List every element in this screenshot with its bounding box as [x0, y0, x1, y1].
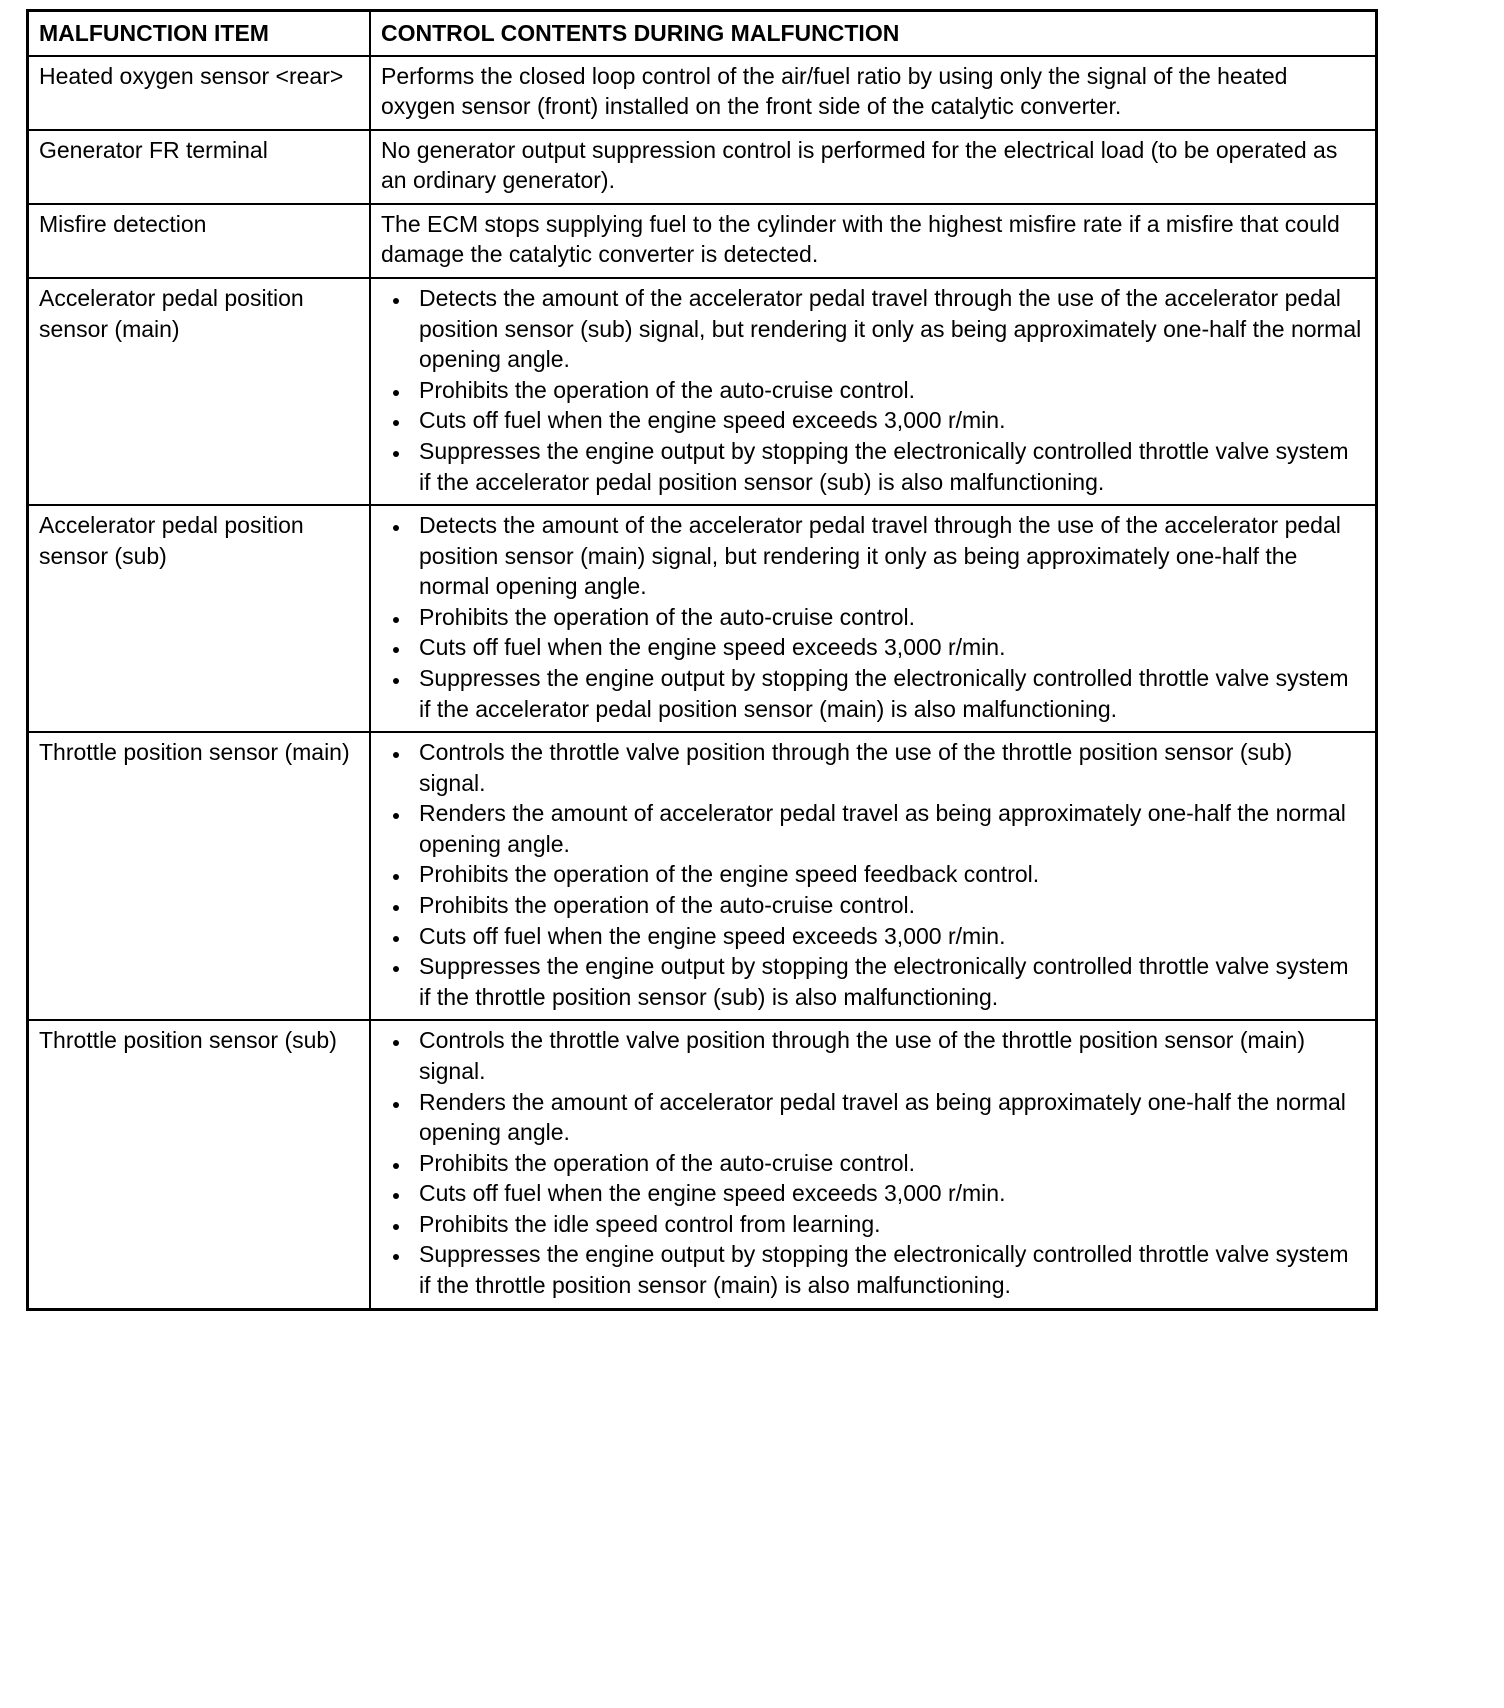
table-row: [28, 1020, 1377, 1309]
malfunction-item-cell: Throttle position sensor (main): [28, 732, 371, 1020]
malfunction-item-cell: Accelerator pedal position sensor (sub): [28, 505, 371, 732]
control-contents-list: [381, 737, 1365, 1012]
control-contents-cell: No generator output suppression control is performed for the electrical load (to be operated as an ordinary generator).: [370, 130, 1377, 204]
table-row: [28, 56, 1377, 130]
control-contents-cell: [370, 278, 1377, 505]
control-contents-bullet: • Cuts off fuel when the engine speed exceeds 3,000 r/min.: [411, 921, 1365, 952]
control-contents-cell: Performs the closed loop control of the air/fuel ratio by using only the signal of the heated oxygen sensor (front) installed on the front side of the catalytic converter.: [370, 56, 1377, 130]
control-contents-list: [381, 510, 1365, 724]
control-contents-bullet: • Suppresses the engine output by stopping the electronically controlled throttle valve system if the throttle position sensor (main) is also malfunctioning.: [411, 1239, 1365, 1300]
control-contents-bullet: • Prohibits the operation of the auto-cruise control.: [411, 602, 1365, 633]
control-contents-cell: [370, 505, 1377, 732]
control-contents-cell: [370, 1020, 1377, 1309]
table-row: [28, 505, 1377, 732]
table-header: [28, 11, 1377, 56]
control-contents-list: [381, 283, 1365, 497]
control-contents-cell: The ECM stops supplying fuel to the cylinder with the highest misfire rate if a misfire that could damage the catalytic converter is detected.: [370, 204, 1377, 278]
control-contents-list: [381, 1025, 1365, 1300]
control-contents-bullet: • Controls the throttle valve position through the use of the throttle position sensor (sub) signal.: [411, 737, 1365, 798]
control-contents-bullet: • Prohibits the operation of the auto-cruise control.: [411, 1148, 1365, 1179]
control-contents-cell: [370, 732, 1377, 1020]
malfunction-item-cell: Generator FR terminal: [28, 130, 371, 204]
table-row: [28, 732, 1377, 1020]
control-contents-bullet: • Suppresses the engine output by stopping the electronically controlled throttle valve system if the throttle position sensor (sub) is also malfunctioning.: [411, 951, 1365, 1012]
table-row: [28, 204, 1377, 278]
control-contents-bullet: • Cuts off fuel when the engine speed exceeds 3,000 r/min.: [411, 632, 1365, 663]
control-contents-bullet: • Cuts off fuel when the engine speed exceeds 3,000 r/min.: [411, 405, 1365, 436]
control-contents-bullet: • Renders the amount of accelerator pedal travel as being approximately one-half the normal opening angle.: [411, 1087, 1365, 1148]
table-row: [28, 278, 1377, 505]
control-contents-bullet: • Suppresses the engine output by stopping the electronically controlled throttle valve system if the accelerator pedal position sensor (main) is also malfunctioning.: [411, 663, 1365, 724]
malfunction-item-cell: Throttle position sensor (sub): [28, 1020, 371, 1309]
control-contents-bullet: • Renders the amount of accelerator pedal travel as being approximately one-half the normal opening angle.: [411, 798, 1365, 859]
malfunction-item-cell: Misfire detection: [28, 204, 371, 278]
control-contents-bullet: • Suppresses the engine output by stopping the electronically controlled throttle valve system if the accelerator pedal position sensor (sub) is also malfunctioning.: [411, 436, 1365, 497]
control-contents-bullet: • Detects the amount of the accelerator pedal travel through the use of the accelerator pedal position sensor (sub) signal, but rendering it only as being approximately one-half the normal opening angle.: [411, 283, 1365, 375]
control-contents-bullet: • Prohibits the operation of the engine speed feedback control.: [411, 859, 1365, 890]
table-row: [28, 130, 1377, 204]
control-contents-bullet: • Detects the amount of the accelerator pedal travel through the use of the accelerator pedal position sensor (main) signal, but rendering it only as being approximately one-half the normal opening angle.: [411, 510, 1365, 602]
control-contents-bullet: • Prohibits the idle speed control from learning.: [411, 1209, 1365, 1240]
malfunction-table: [26, 9, 1378, 1311]
control-contents-bullet: • Controls the throttle valve position through the use of the throttle position sensor (main) signal.: [411, 1025, 1365, 1086]
malfunction-item-cell: Accelerator pedal position sensor (main): [28, 278, 371, 505]
table-body: [28, 56, 1377, 1309]
col-header-control-contents: CONTROL CONTENTS DURING MALFUNCTION: [370, 11, 1377, 56]
col-header-malfunction-item: MALFUNCTION ITEM: [28, 11, 371, 56]
control-contents-bullet: • Prohibits the operation of the auto-cruise control.: [411, 890, 1365, 921]
malfunction-item-cell: Heated oxygen sensor <rear>: [28, 56, 371, 130]
control-contents-bullet: • Prohibits the operation of the auto-cruise control.: [411, 375, 1365, 406]
header-row: [28, 11, 1377, 56]
control-contents-bullet: • Cuts off fuel when the engine speed exceeds 3,000 r/min.: [411, 1178, 1365, 1209]
